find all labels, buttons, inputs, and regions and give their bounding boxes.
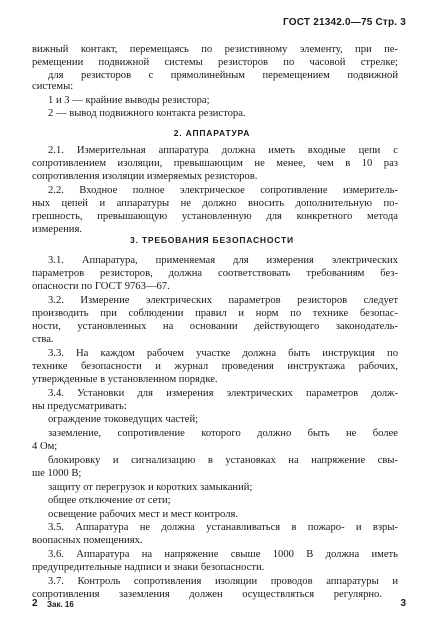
text-line: сопротивления заземления должен осуществляться регулярно. [32,589,382,600]
text-line: грешность, превышающую установленную для конкретного метода [32,211,398,222]
section-heading: 2. АППАРАТУРА [173,128,251,138]
footer-left-number: 2 [32,598,38,609]
text-line: ограждение токоведущих частей; [48,414,199,425]
running-header: ГОСТ 21342.0—75 Стр. 3 [283,17,406,28]
text-line: защиту от перегрузок и коротких замыканий; [48,482,253,493]
text-line: опасности по ГОСТ 9763—67. [32,281,170,292]
text-line: ны предусматривать: [32,401,127,412]
text-line: для резисторов с прямолинейным перемещением подвижной [48,70,398,81]
text-line: производить при соблюдении правил и норм по технике безопас- [32,308,398,319]
text-line: 4 Ом; [32,441,58,452]
text-line: технике безопасности и журнал проведения инструктажа рабочих, [32,361,398,372]
text-line: 1 и 3 — крайние выводы резистора; [48,95,210,106]
text-line: сопротивления изоляции измеряемых резисторов. [32,171,258,182]
text-line: 2.2. Входное полное электрическое сопротивление измеритель- [48,185,398,196]
text-line: сопротивлением изоляции, превышающим не менее, чем в 10 раз [32,158,398,169]
text-line: ности, установленных на основании действующего законодатель- [32,321,398,332]
text-line: 3.2. Измерение электрических параметров резисторов следует [48,295,398,306]
text-line: 3.1. Аппаратура, применяемая для измерения электрических [48,255,398,266]
text-line: освещение рабочих мест и мест контроля. [48,509,239,520]
text-line: ремещении подвижной системы резисторов по часовой стрелке; [32,57,398,68]
text-line: 3.4. Установки для измерения электрических параметров долж- [48,388,398,399]
text-line: вижный контакт, перемещаясь по резистивному элементу, при пе- [32,44,398,55]
section-heading: 3. ТРЕБОВАНИЯ БЕЗОПАСНОСТИ [130,235,294,245]
text-line: заземление, сопротивление которого должно быть не более [48,428,398,439]
text-line: 2.1. Измерительная аппаратура должна иметь входные цепи с [48,145,398,156]
text-line: воопасных помещениях. [32,535,143,546]
page-number: 3 [400,598,406,609]
text-line: блокировку и сигнализацию в установках на напряжение свы- [48,455,398,466]
text-line: 3.7. Контроль сопротивления изоляции проводов аппаратуры и [48,576,398,587]
text-line: 2 — вывод подвижного контакта резистора. [48,108,246,119]
text-line: предупредительные надписи и знаки безопасности. [32,562,265,573]
text-line: ных цепей и аппаратуры не должно вносить дополнительную по- [32,198,398,209]
text-line: измерения. [32,224,82,235]
text-line: параметров резисторов, должна соответствовать требованиям без- [32,268,398,279]
text-line: 3.3. На каждом рабочем участке должна быть инструкция по [48,348,398,359]
text-line: ше 1000 В; [32,468,82,479]
text-line: 3.5. Аппаратура не должна устанавливаться в пожаро- и взры- [48,522,398,533]
text-line: ства. [32,334,54,345]
text-line: общее отключение от сети; [48,495,171,506]
text-line: утвержденные в установленном порядке. [32,374,218,385]
text-line: системы: [32,81,74,92]
footer-order-number: Зак. 16 [47,600,74,609]
text-line: 3.6. Аппаратура на напряжение свыше 1000 В должна иметь [48,549,398,560]
